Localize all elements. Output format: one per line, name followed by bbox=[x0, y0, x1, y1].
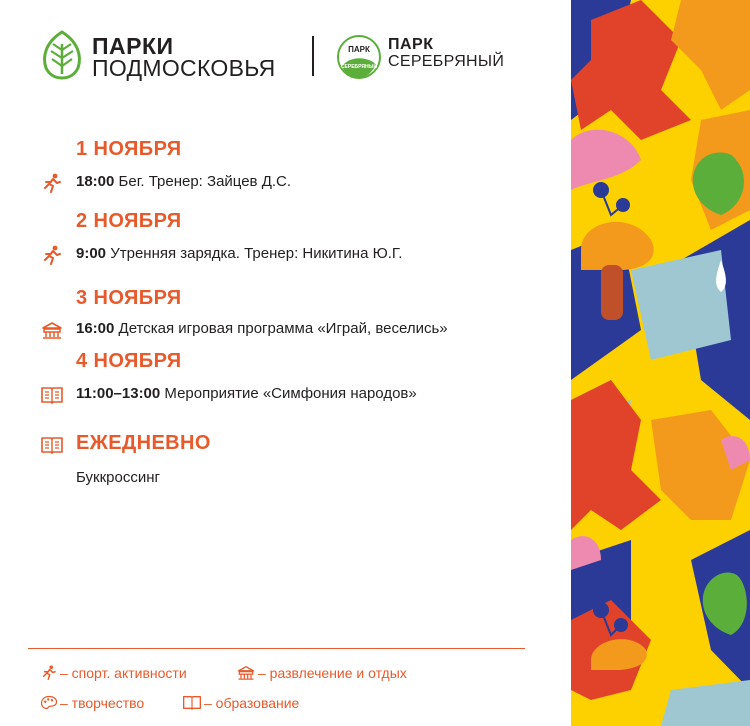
event-time-4: 11:00–13:00 bbox=[76, 385, 161, 402]
autumn-pattern-art bbox=[571, 0, 750, 726]
event-text-2 bbox=[76, 245, 402, 262]
book-icon bbox=[40, 435, 64, 455]
legend-creativity bbox=[40, 694, 144, 711]
logo-divider bbox=[312, 36, 314, 76]
legend-education-label: – образование bbox=[204, 695, 300, 711]
event-time-1: 18:00 bbox=[76, 173, 115, 190]
legend-creativity-label: – творчество bbox=[60, 695, 145, 711]
book-icon bbox=[40, 385, 64, 405]
logo-title-line1: ПАРКИ bbox=[92, 33, 174, 59]
park-serebryany-logo bbox=[336, 34, 526, 80]
sport-icon bbox=[40, 173, 64, 193]
daily-heading: ЕЖЕДНЕВНО bbox=[76, 432, 211, 454]
date-heading-4: 4 НОЯБРЯ bbox=[76, 350, 182, 372]
date-heading-3: 3 НОЯБРЯ bbox=[76, 287, 182, 309]
event-desc-2: Утренняя зарядка. Тренер: Никитина Ю.Г. bbox=[106, 245, 403, 262]
event-time-2: 9:00 bbox=[76, 245, 107, 262]
legend-education bbox=[182, 694, 299, 711]
sport-icon bbox=[40, 245, 64, 265]
creativity-icon bbox=[40, 694, 58, 711]
event-time-3: 16:00 bbox=[76, 320, 115, 337]
legend-entertainment bbox=[236, 664, 407, 681]
event-text-4 bbox=[76, 385, 417, 402]
badge-line1: ПАРК bbox=[348, 45, 370, 54]
park-title-line1: ПАРК bbox=[388, 36, 434, 53]
book-icon bbox=[182, 694, 202, 711]
entertainment-icon bbox=[40, 320, 64, 340]
leaf-logo-icon bbox=[40, 30, 84, 80]
entertainment-icon bbox=[236, 664, 256, 681]
footer-divider bbox=[28, 648, 525, 649]
sport-icon bbox=[40, 664, 58, 681]
date-heading-2: 2 НОЯБРЯ bbox=[76, 210, 182, 232]
legend-sport-label: – спорт. активности bbox=[60, 665, 187, 681]
legend-sport bbox=[40, 664, 187, 681]
badge-line2: СЕРЕБРЯНЫЙ bbox=[340, 64, 378, 70]
daily-text: Буккроссинг bbox=[76, 469, 160, 486]
event-desc-1: Бег. Тренер: Зайцев Д.С. bbox=[114, 173, 292, 190]
legend-entertainment-label: – развлечение и отдых bbox=[258, 665, 407, 681]
event-text-1 bbox=[76, 173, 291, 190]
autumn-leaves-pattern bbox=[571, 0, 750, 726]
logo-title-line2: ПОДМОСКОВЬЯ bbox=[92, 55, 276, 81]
date-heading-1: 1 НОЯБРЯ bbox=[76, 138, 182, 160]
event-text-3 bbox=[76, 320, 448, 337]
event-desc-4: Мероприятие «Симфония народов» bbox=[160, 385, 417, 402]
event-desc-3: Детская игровая программа «Играй, веселись» bbox=[114, 320, 448, 337]
parki-podmoskovya-logo bbox=[40, 30, 300, 82]
park-title-line2: СЕРЕБРЯНЫЙ bbox=[388, 53, 505, 70]
park-badge-icon bbox=[336, 34, 382, 80]
